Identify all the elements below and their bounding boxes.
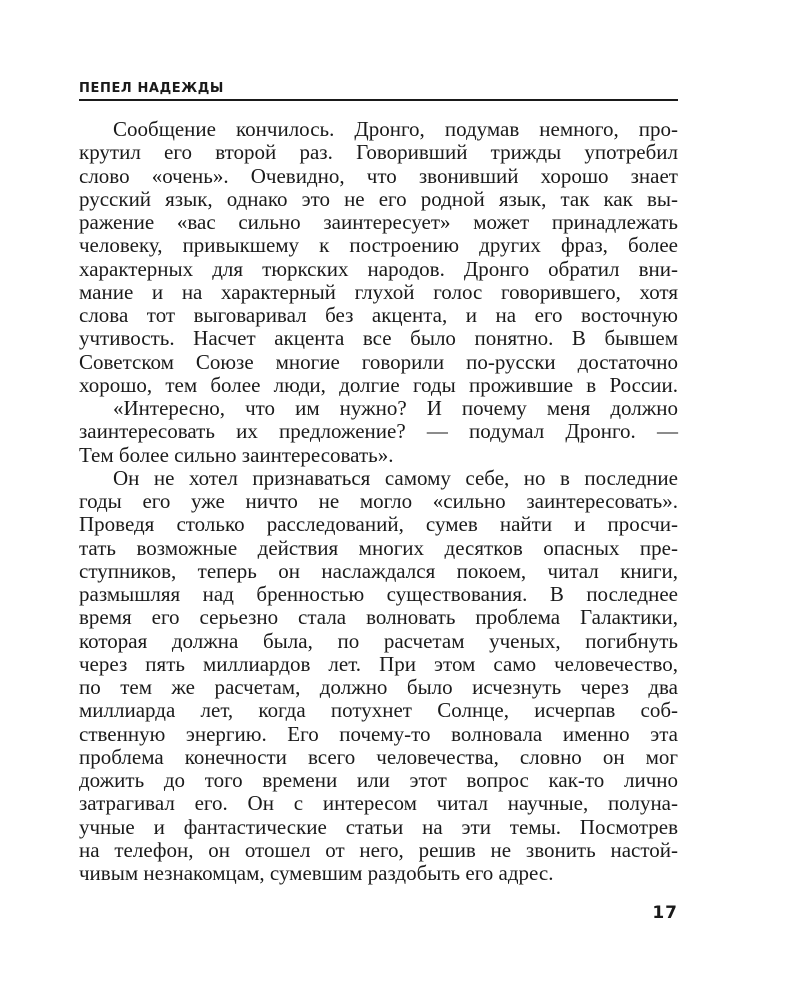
text-line: Сообщение кончилось. Дронго, подумав немного, про- (113, 117, 678, 141)
body-text (79, 118, 678, 885)
text-line: ственную энергию. Его почему-то волновала именно эта (79, 721, 678, 746)
text-line: размышляя над бренностью существования. В последнее (79, 582, 678, 606)
text-line: затрагивал его. Он с интересом читал научные, полуна- (79, 791, 678, 816)
text-line: тать возможные действия многих десятков опасных пре- (79, 535, 678, 560)
text-line: человеку, привыкшему к построению других фраз, более (79, 233, 678, 258)
text-line: учные и фантастические статьи на эти темы. Посмотрев (79, 814, 678, 839)
text-line: Проведя столько расследований, сумев найти и просчи- (79, 512, 678, 537)
text-line: годы его уже ничто не могло «сильно заинтересовать». (79, 489, 678, 513)
text-line: крутил его второй раз. Говоривший трижды употребил (79, 140, 678, 165)
running-head (79, 79, 678, 101)
text-line: которая должна была, по расчетам ученых, погибнуть (79, 628, 678, 653)
page-number: 17 (652, 903, 678, 923)
text-line: чивым незнакомцам, сумевшим раздобыть его адрес. (79, 861, 554, 885)
text-line: Советском Союзе многие говорили по-русски достаточно (79, 349, 678, 374)
text-line: учтивость. Насчет акцента все было понятно. В бывшем (79, 326, 678, 351)
text-line: по тем же расчетам, должно было исчезнуть через два (79, 675, 678, 699)
text-line: время его серьезно стала волновать проблема Галактики, (79, 605, 678, 630)
text-line: миллиарда лет, когда потухнет Солнце, исчерпав соб- (79, 698, 678, 723)
text-line: слова тот выговаривал без акцента, и на его восточную (79, 303, 678, 327)
running-head-title: ПЕПЕЛ НАДЕЖДЫ (79, 81, 225, 96)
text-line: ступников, теперь он наслаждался покоем, читал книги, (79, 558, 678, 583)
text-line: хорошо, тем более люди, долгие годы прожившие в России. (79, 372, 678, 397)
text-line: на телефон, он отошел от него, решив не звонить настой- (79, 837, 678, 862)
text-line: заинтересовать их предложение? — подумал Дронго. — (79, 419, 678, 444)
text-line: Тем более сильно заинтересовать». (79, 442, 394, 467)
text-line: характерных для тюркских народов. Дронго обратил вни- (79, 256, 678, 281)
text-line: Он не хотел признаваться самому себе, но в последние (113, 465, 678, 490)
text-line: русский язык, однако это не его родной язык, так как вы- (79, 186, 678, 211)
text-line: дожить до того времени или этот вопрос как-то лично (79, 768, 678, 792)
text-line: мание и на характерный глухой голос говорившего, хотя (79, 279, 678, 304)
text-line: «Интересно, что им нужно? И почему меня должно (113, 396, 678, 420)
text-line: ражение «вас сильно заинтересует» может принадлежать (79, 210, 678, 234)
text-line: слово «очень». Очевидно, что звонивший хорошо знает (79, 163, 678, 188)
text-line: проблема конечности всего человечества, словно он мог (79, 744, 678, 769)
text-line: через пять миллиардов лет. При этом само человечество, (79, 651, 678, 676)
